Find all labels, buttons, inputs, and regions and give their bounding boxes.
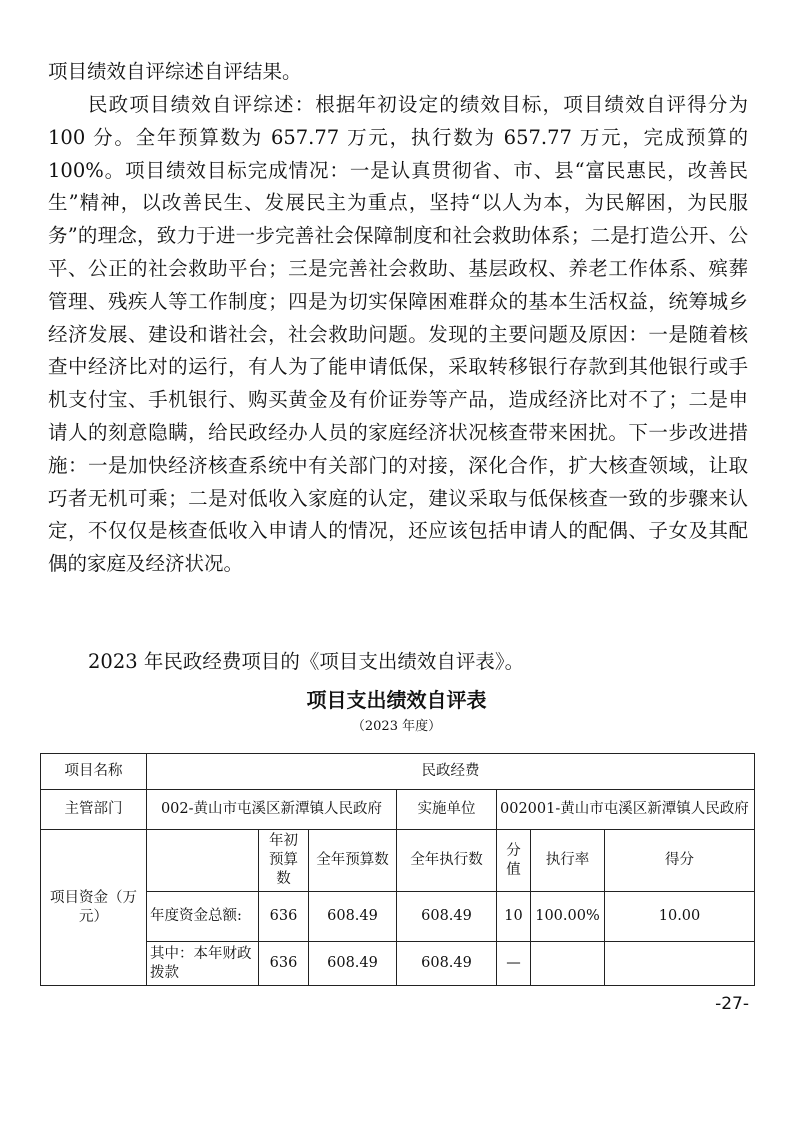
paragraph-self-eval-result: 项目绩效自评综述自评结果。	[48, 60, 302, 83]
table-row	[41, 754, 755, 790]
row-label: 其中：本年财政拨款	[147, 942, 259, 986]
impl-label: 实施单位	[397, 790, 497, 830]
empty-header-cell	[147, 830, 259, 892]
table-title: 项目支出绩效自评表	[306, 688, 487, 712]
impl-value: 002001-黄山市屯溪区新潭镇人民政府	[497, 790, 755, 830]
header-annual-exec: 全年执行数	[397, 830, 497, 892]
cell-exec-rate	[531, 942, 605, 986]
self-eval-table	[40, 753, 755, 986]
cell-score-weight: 10	[497, 892, 531, 942]
header-score: 得分	[605, 830, 755, 892]
page-number: -27-	[715, 994, 749, 1014]
paragraph-table-intro: 2023 年民政经费项目的《项目支出绩效自评表》。	[88, 650, 525, 673]
cell-score: 10.00	[605, 892, 755, 942]
cell-exec-rate: 100.00%	[531, 892, 605, 942]
cell-annual-budget: 608.49	[309, 942, 397, 986]
cell-score	[605, 942, 755, 986]
row-label: 年度资金总额:	[147, 892, 259, 942]
cell-annual-budget: 608.49	[309, 892, 397, 942]
dept-label: 主管部门	[41, 790, 147, 830]
cell-initial-budget: 636	[259, 892, 309, 942]
cell-score-weight: —	[497, 942, 531, 986]
funds-label: 项目资金（万元）	[41, 830, 147, 986]
project-name-label: 项目名称	[41, 754, 147, 790]
project-name-value: 民政经费	[147, 754, 755, 790]
cell-annual-exec: 608.49	[397, 942, 497, 986]
header-initial-budget: 年初预算数	[259, 830, 309, 892]
cell-initial-budget: 636	[259, 942, 309, 986]
table-row	[41, 830, 755, 892]
dept-value: 002-黄山市屯溪区新潭镇人民政府	[147, 790, 397, 830]
header-exec-rate: 执行率	[531, 830, 605, 892]
header-score-weight: 分值	[497, 830, 531, 892]
table-row	[41, 892, 755, 942]
cell-annual-exec: 608.49	[397, 892, 497, 942]
table-row	[41, 790, 755, 830]
table-row	[41, 942, 755, 986]
paragraph-summary: 民政项目绩效自评综述：根据年初设定的绩效目标，项目绩效自评得分为 100 分。全年预算数为 657.77 万元，执行数为 657.77 万元，完成预算的 100%。项目绩效目标完成情况：一是认真贯彻省、市、县“富民惠民，改善民生”精神，以改善民生、发展民主为重点，坚持“以人为本，为民解困，为民服务”的理念，致力于进一步完善社会保障制度和社会救助体系；二是打造公开、公平、公正的社会救助平台；三是完善社会救助、基层政权、养老工作体系、殡葬管理、残疾人等工作制度；四是为切实保障困难群众的基本生活权益，统筹城乡经济发展、建设和谐社会，社会救助问题。发现的主要问题及原因：一是随着核查中经济比对的运行，有人为了能申请低保，采取转移银行存款到其他银行或手机支付宝、手机银行、购买黄金及有价证券等产品，造成经济比对不了；二是申请人的刻意隐瞒，给民政经办人员的家庭经济状况核查带来困扰。下一步改进措施：一是加快经济核查系统中有关部门的对接，深化合作，扩大核查领域，让取巧者无机可乘；二是对低收入家庭的认定，建议采取与低保核查一致的步骤来认定，不仅仅是核查低收入申请人的情况，还应该包括申请人的配偶、子女及其配偶的家庭及经济状况。	[48, 93, 748, 576]
header-annual-budget: 全年预算数	[309, 830, 397, 892]
table-year: （2023 年度）	[351, 719, 442, 734]
